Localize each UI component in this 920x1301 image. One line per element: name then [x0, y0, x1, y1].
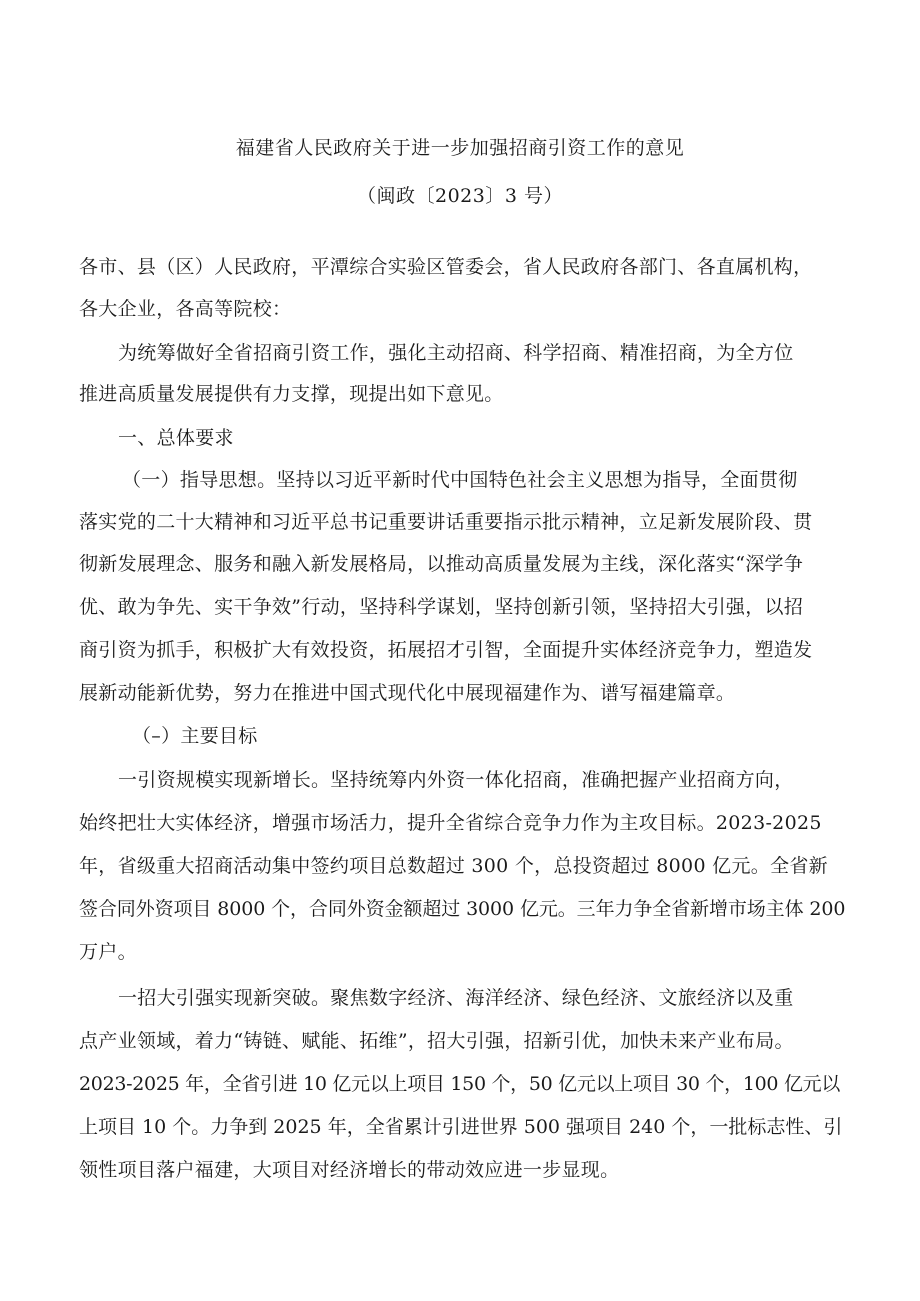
- document-title: 福建省人民政府关于进一步加强招商引资工作的意见: [235, 137, 685, 159]
- guiding-line-3: 彻新发展理念、服务和融入新发展格局，以推动高质量发展为主线，深化落实“深学争: [79, 553, 804, 575]
- section-heading-1: 一、总体要求: [118, 427, 234, 449]
- goal1-line-1: 一引资规模实现新增长。坚持统筹内外资一体化招商，准确把握产业招商方向，: [118, 769, 794, 791]
- goal1-line-5: 万户。: [79, 941, 137, 963]
- guiding-line-2: 落实党的二十大精神和习近平总书记重要讲话重要指示批示精神，立足新发展阶段、贯: [79, 511, 813, 533]
- goal2-line-1: 一招大引强实现新突破。聚焦数字经济、海洋经济、绿色经济、文旅经济以及重: [118, 987, 794, 1009]
- goal2-line-4: 上项目 10 个。力争到 2025 年，全省累计引进世界 500 强项目 240 个，一批标志性、引: [79, 1116, 843, 1138]
- salutation-line-1: 各市、县（区）人民政府，平潭综合实验区管委会，省人民政府各部门、各直属机构，: [79, 256, 813, 278]
- guiding-line-5: 商引资为抓手，积极扩大有效投资，拓展招才引智，全面提升实体经济竞争力，塑造发: [79, 639, 813, 661]
- subsection-heading: （–）主要目标: [132, 725, 258, 747]
- goal2-line-5: 领性项目落户福建，大项目对经济增长的带动效应进一步显现。: [79, 1159, 620, 1181]
- intro-line-1: 为统筹做好全省招商引资工作，强化主动招商、科学招商、精准招商，为全方位: [118, 342, 794, 364]
- intro-line-2: 推进高质量发展提供有力支撑，现提出如下意见。: [79, 383, 504, 405]
- document-number: （闽政〔2023〕3 号）: [357, 185, 563, 207]
- goal1-line-3: 年，省级重大招商活动集中签约项目总数超过 300 个，总投资超过 8000 亿元。全省新: [79, 855, 828, 877]
- guiding-line-6: 展新动能新优势，努力在推进中国式现代化中展现福建作为、谱写福建篇章。: [79, 682, 736, 704]
- salutation-line-2: 各大企业，各高等院校：: [79, 298, 292, 320]
- guiding-line-4: 优、敢为争先、实干争效”行动，坚持科学谋划，坚持创新引领，坚持招大引强，以招: [79, 596, 804, 618]
- goal1-line-2: 始终把壮大实体经济，增强市场活力，提升全省综合竞争力作为主攻目标。2023-2025: [79, 812, 822, 834]
- goal2-line-2: 点产业领域，着力“铸链、赋能、拓维”，招大引强，招新引优，加快未来产业布局。: [79, 1030, 794, 1052]
- guiding-line-1: （一）指导思想。坚持以习近平新时代中国特色社会主义思想为指导，全面贯彻: [122, 469, 798, 491]
- goal2-line-3: 2023-2025 年，全省引进 10 亿元以上项目 150 个，50 亿元以上项目 30 个，100 亿元以: [79, 1073, 841, 1095]
- goal1-line-4: 签合同外资项目 8000 个，合同外资金额超过 3000 亿元。三年力争全省新增市场主体 200: [79, 898, 846, 920]
